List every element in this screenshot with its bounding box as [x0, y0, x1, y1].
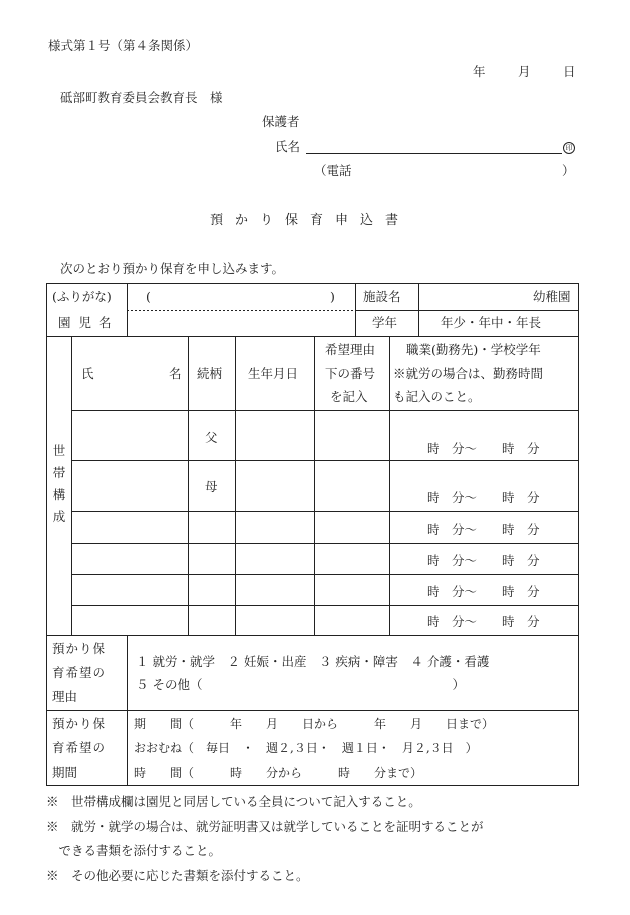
intro-text: 次のとおり預かり保育を申し込みます。 [60, 261, 285, 276]
form-number: 様式第１号（第４条関係） [48, 38, 199, 53]
period-dates-line: 期 間（ 年 月 日から 年 月 日まで） [134, 717, 495, 731]
relation-mother: 母 [205, 479, 218, 494]
facility-label: 施設名 [363, 289, 401, 304]
reason-label-3: 理由 [52, 689, 78, 704]
grade-label: 学年 [372, 315, 398, 330]
work-hours-row-6: 時 分～ 時 分 [427, 614, 540, 629]
furigana-close: ) [330, 289, 335, 304]
work-hours-row-4: 時 分～ 時 分 [427, 553, 540, 568]
col-reason-line-2: 下の番号 [325, 366, 376, 381]
date-month-label: 月 [518, 64, 531, 79]
period-label-2: 育希望の [52, 740, 107, 755]
furigana-label: (ふりがな) [52, 289, 112, 304]
household-label: 世帯構成 [52, 443, 66, 524]
guardian-label: 保護者 [262, 114, 300, 129]
period-hours-line: 時 間（ 時 分から 時 分まで） [134, 766, 423, 780]
note-2-continued: できる書類を添付すること。 [46, 843, 222, 858]
seal-mark-icon: 印 [563, 142, 575, 154]
col-job-line-2: ※就労の場合は、勤務時間 [393, 366, 544, 381]
phone-close: ） [562, 163, 575, 178]
note-3: ※ その他必要に応じた書類を添付すること。 [46, 868, 309, 883]
form-title: 預かり保育申込書 [210, 213, 411, 228]
period-label-3: 期間 [52, 765, 78, 780]
phone-label: （電話 [314, 163, 352, 178]
note-2: ※ 就労・就学の場合は、就労証明書又は就学していることを証明することが [46, 819, 484, 834]
date-year-label: 年 [473, 64, 486, 79]
reason-label-1: 預かり保 [52, 641, 107, 656]
reason-options-line-1: １ 就労・就学 ２ 妊娠・出産 ３ 疾病・障害 ４ 介護・看護 [136, 654, 490, 669]
note-1: ※ 世帯構成欄は園児と同居している全員について記入すること。 [46, 794, 421, 809]
work-hours-row-3: 時 分～ 時 分 [427, 522, 540, 537]
col-job-line-1: 職業(勤務先)・学校学年 [406, 342, 541, 357]
grade-options: 年少・年中・年長 [441, 315, 542, 330]
work-hours-row-5: 時 分～ 時 分 [427, 584, 540, 599]
period-label-1: 預かり保 [52, 716, 107, 731]
facility-value: 幼稚園 [533, 289, 571, 304]
col-reason-line-1: 希望理由 [325, 342, 376, 357]
work-hours-row-1: 時 分～ 時 分 [427, 441, 540, 456]
col-relation: 続柄 [197, 366, 223, 381]
date-day-label: 日 [563, 64, 576, 79]
furigana-open: ( [146, 289, 151, 304]
child-name-label: 園 児 名 [58, 315, 114, 330]
work-hours-row-2: 時 分～ 時 分 [427, 490, 540, 505]
reason-options-line-2: ５ その他（ ） [136, 677, 465, 692]
col-reason-line-3: を記入 [330, 389, 368, 404]
col-birthdate: 生年月日 [248, 366, 299, 381]
col-job-line-3: も記入のこと。 [393, 389, 481, 404]
guardian-name-label: 氏名 [275, 139, 301, 154]
period-frequency-line: おおむね（ 毎日 ・ 週２,３日・ 週１日・ 月２,３日 ） [134, 741, 478, 755]
col-name-given: 名 [169, 366, 182, 381]
col-name-surname: 氏 [81, 366, 94, 381]
relation-father: 父 [205, 430, 218, 445]
addressee: 砥部町教育委員会教育長 様 [60, 90, 223, 105]
reason-label-2: 育希望の [52, 665, 107, 680]
